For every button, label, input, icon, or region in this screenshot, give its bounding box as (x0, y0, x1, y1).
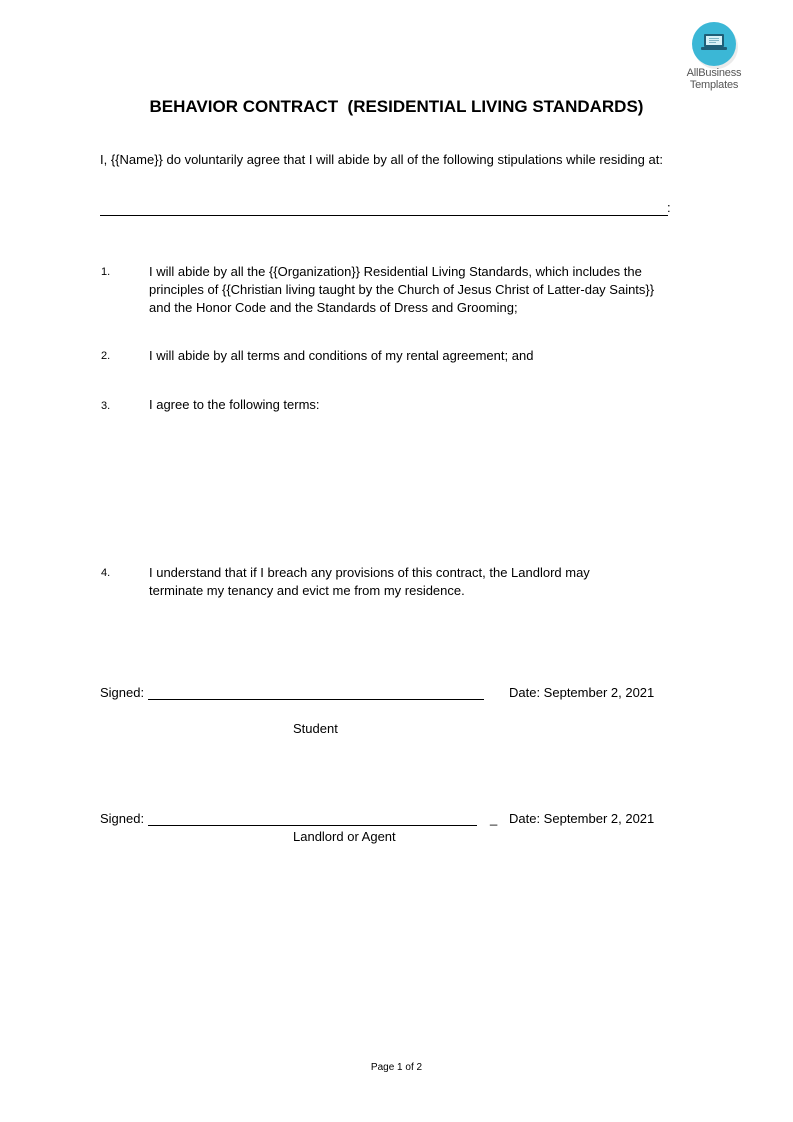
intro-paragraph: I, {{Name}} do voluntarily agree that I will abide by all of the following stipulations while residing at: (100, 152, 663, 167)
item-1-number: 1. (101, 266, 111, 278)
item-4-line-1: I understand that if I breach any provisions of this contract, the Landlord may (149, 565, 590, 580)
logo-text (680, 67, 748, 91)
item-4-line-2: terminate my tenancy and evict me from my residence. (149, 583, 465, 598)
allbusiness-logo (680, 22, 748, 91)
landlord-date: Date: September 2, 2021 (509, 811, 655, 826)
address-blank-line (100, 215, 668, 216)
landlord-signed-label: Signed: (100, 811, 145, 826)
logo-line2: Templates (689, 79, 739, 91)
landlord-role-label: Landlord or Agent (293, 829, 396, 844)
item-2-number: 2. (101, 350, 111, 362)
student-date: Date: September 2, 2021 (509, 685, 655, 700)
student-role-label: Student (293, 721, 338, 736)
item-2-line-1: I will abide by all terms and conditions of my rental agreement; and (149, 348, 534, 363)
laptop-icon (692, 22, 736, 66)
page-number: Page 1 of 2 (370, 1062, 423, 1073)
item-1-line-3: and the Honor Code and the Standards of Dress and Grooming; (149, 300, 518, 315)
document-title: BEHAVIOR CONTRACT (RESIDENTIAL LIVING STANDARDS) (149, 97, 644, 116)
item-4-number: 4. (101, 567, 111, 579)
student-signature-line (148, 699, 484, 700)
item-3-line-1: I agree to the following terms: (149, 397, 320, 412)
item-3-number: 3. (101, 400, 111, 412)
item-1-line-2: principles of {{Christian living taught by the Church of Jesus Christ of Latter-day Saints}} (149, 282, 655, 297)
landlord-signature-line (148, 825, 477, 826)
item-1-line-1: I will abide by all the {{Organization}} Residential Living Standards, which includes the (149, 264, 642, 279)
address-colon: : (667, 200, 671, 215)
student-signed-label: Signed: (100, 685, 145, 700)
logo-line1: AllBusiness (686, 67, 742, 79)
landlord-extra-underscore: _ (490, 811, 498, 826)
